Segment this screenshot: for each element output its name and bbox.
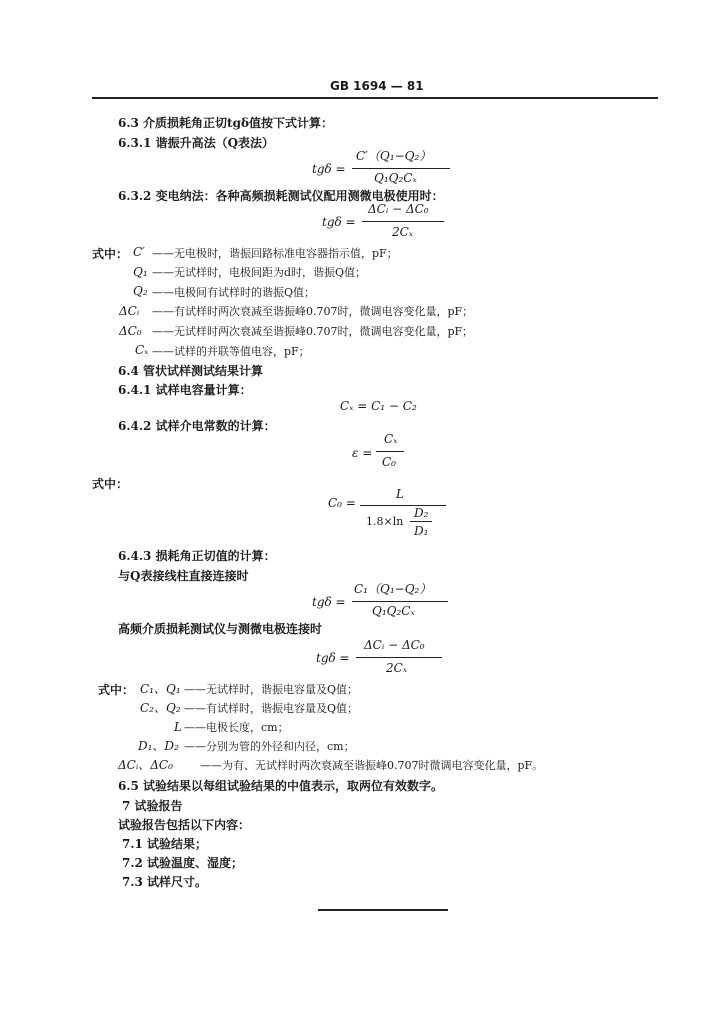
section-6-3-1: 6.3.1 谐振升高法（Q表法） bbox=[118, 136, 275, 150]
standard-code: GB 1694 — 81 bbox=[330, 79, 424, 93]
formula-5-lhs: C₀ = bbox=[328, 496, 356, 510]
where-3-sym-4: D₁、D₂ bbox=[138, 739, 179, 753]
section-6-4: 6.4 管状试样测试结果计算 bbox=[118, 364, 264, 378]
where-1-txt-4: ——有试样时两次衰减至谐振峰0.707时，微调电容变化量，pF； bbox=[152, 305, 474, 318]
formula-4-denominator: C₀ bbox=[382, 455, 396, 469]
where-3-lead: 式中： bbox=[98, 683, 135, 697]
formula-6-lhs: tgδ = bbox=[312, 595, 346, 609]
formula-4-numerator: Cₓ bbox=[384, 432, 398, 446]
where-1-sym-6: Cₓ bbox=[135, 343, 149, 357]
formula-5-bar bbox=[360, 505, 446, 506]
section-7-3: 7.3 试样尺寸。 bbox=[122, 875, 208, 889]
section-6-4-1: 6.4.1 试样电容量计算： bbox=[118, 383, 252, 397]
formula-6-bar bbox=[352, 601, 448, 602]
hf-tester-connection: 高频介质损耗测试仪与测微电极连接时 bbox=[118, 622, 323, 636]
where-3-txt-2: ——有试样时，谐振电容量及Q值； bbox=[184, 702, 359, 715]
where-3-txt-1: ——无试样时，谐振电容量及Q值； bbox=[184, 683, 359, 696]
where-1-sym-1: C′ bbox=[133, 245, 145, 259]
section-6-5: 6.5 试验结果以每组试验结果的中值表示，取两位有效数字。 bbox=[118, 779, 444, 793]
formula-6-denominator: Q₁Q₂Cₓ bbox=[372, 604, 415, 618]
where-1-sym-3: Q₂ bbox=[133, 284, 148, 298]
end-rule bbox=[318, 909, 448, 911]
formula-7-lhs: tgδ = bbox=[316, 651, 350, 665]
formula-1-numerator: C′（Q₁−Q₂） bbox=[356, 149, 432, 163]
section-6-4-2: 6.4.2 试样介电常数的计算： bbox=[118, 419, 276, 433]
formula-2-denominator: 2Cₓ bbox=[392, 225, 414, 239]
where-3-sym-5: ΔCᵢ、ΔC₀ bbox=[118, 758, 173, 772]
where-3-sym-3: L bbox=[174, 720, 182, 734]
where-1-sym-4: ΔCᵢ bbox=[119, 304, 140, 318]
section-7-1: 7.1 试验结果； bbox=[122, 837, 208, 851]
formula-3: Cₓ = C₁ − C₂ bbox=[340, 399, 417, 413]
where-1-txt-6: ——试样的并联等值电容，pF； bbox=[152, 345, 310, 358]
header-rule bbox=[92, 97, 658, 99]
formula-4-bar bbox=[376, 451, 404, 452]
formula-1-bar bbox=[352, 168, 450, 169]
where-3-sym-1: C₁、Q₁ bbox=[140, 682, 181, 696]
formula-7-numerator: ΔCᵢ − ΔC₀ bbox=[364, 638, 425, 652]
where-3-sym-2: C₂、Q₂ bbox=[140, 701, 181, 715]
where-1-sym-5: ΔC₀ bbox=[119, 324, 142, 338]
where-2-lead: 式中： bbox=[92, 477, 129, 491]
formula-2-lhs: tgδ = bbox=[322, 215, 356, 229]
formula-5-den-prefix: 1.8×ln bbox=[366, 515, 404, 528]
formula-6-numerator: C₁（Q₁−Q₂） bbox=[354, 582, 432, 596]
where-1-txt-5: ——无试样时两次衰减至谐振峰0.707时，微调电容变化量，pF； bbox=[152, 325, 474, 338]
section-7-2: 7.2 试验温度、湿度； bbox=[122, 856, 244, 870]
formula-5-numerator: L bbox=[396, 487, 404, 501]
where-3-txt-3: ——电极长度，cm； bbox=[184, 721, 289, 734]
formula-7-bar bbox=[356, 657, 442, 658]
formula-5-inner-bar bbox=[410, 521, 432, 522]
where-1-lead: 式中： bbox=[92, 247, 129, 261]
section-6-3: 6.3 介质损耗角正切tgδ值按下式计算： bbox=[118, 116, 333, 130]
section-7-intro: 试验报告包括以下内容： bbox=[118, 818, 251, 832]
section-7: 7 试验报告 bbox=[122, 799, 183, 813]
formula-5-inner-denominator: D₁ bbox=[414, 524, 429, 538]
where-3-txt-5: ——为有、无试样时两次衰减至谐振峰0.707时微调电容变化量，pF。 bbox=[200, 759, 544, 772]
where-1-txt-3: ——电极间有试样时的谐振Q值； bbox=[152, 286, 316, 299]
q-meter-connection: 与Q表接线柱直接连接时 bbox=[118, 569, 249, 583]
formula-1-denominator: Q₁Q₂Cₓ bbox=[374, 171, 417, 185]
where-3-txt-4: ——分别为管的外径和内径，cm； bbox=[184, 740, 355, 753]
section-6-3-2: 6.3.2 变电纳法：各种高频损耗测试仪配用测微电极使用时： bbox=[118, 189, 444, 203]
section-6-4-3: 6.4.3 损耗角正切值的计算： bbox=[118, 549, 276, 563]
formula-5-inner-numerator: D₂ bbox=[414, 506, 429, 520]
formula-2-bar bbox=[362, 221, 444, 222]
where-1-txt-1: ——无电极时，谐振回路标准电容器指示值，pF； bbox=[152, 247, 398, 260]
formula-1-lhs: tgδ = bbox=[312, 162, 346, 176]
where-1-txt-2: ——无试样时，电极间距为d时，谐振Q值； bbox=[152, 266, 367, 279]
where-1-sym-2: Q₁ bbox=[133, 265, 148, 279]
formula-4-lhs: ε = bbox=[352, 446, 373, 460]
formula-2-numerator: ΔCᵢ − ΔC₀ bbox=[368, 202, 429, 216]
formula-7-denominator: 2Cₓ bbox=[386, 661, 408, 675]
